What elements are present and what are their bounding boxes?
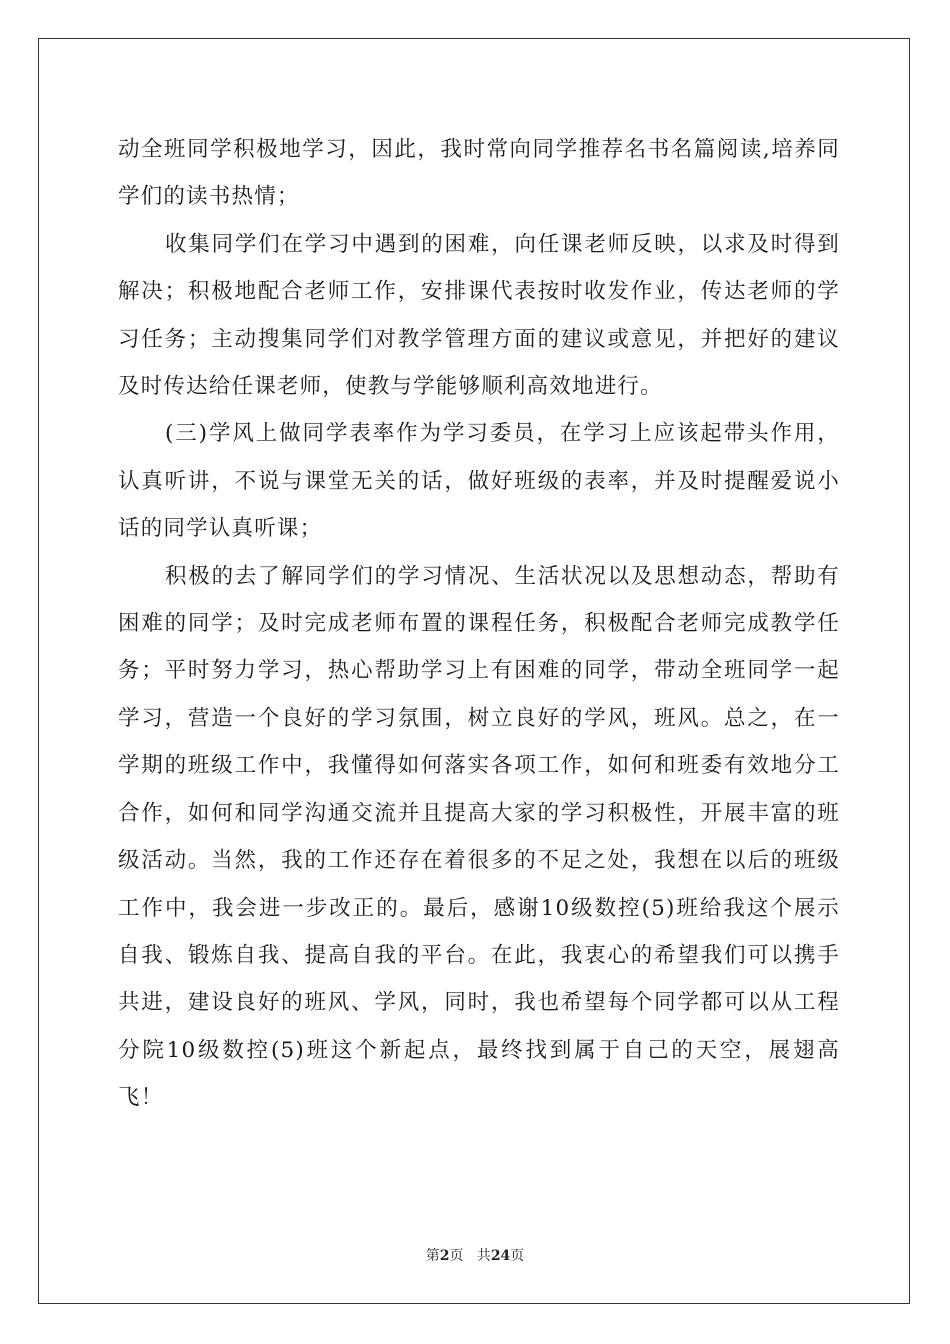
page-number-total: 24 [490, 1248, 511, 1264]
paragraph-4: 积极的去了解同学们的学习情况、生活状况以及思想动态，帮助有困难的同学；及时完成老师布置的课程任务，积极配合老师完成教学任务；平时努力学习，热心帮助学习上有困难的同学，带动全班同学一起学习，营造一个良好的学习氛围，树立良好的学风，班风。总之，在一学期的班级工作中，我懂得如何落实各项工作，如何和班委有效地分工合作，如何和同学沟通交流并且提高大家的学习积极性，开展丰富的班级活动。当然，我的工作还存在着很多的不足之处，我想在以后的班级工作中，我会进一步改正的。最后，感谢10级数控(5)班给我这个展示自我、锻炼自我、提高自我的平台。在此，我衷心的希望我们可以携手共进，建设良好的班风、学风，同时，我也希望每个同学都可以从工程分院10级数控(5)班这个新起点，最终找到属于自己的天空，展翅高飞！ [118, 563, 840, 1111]
page-label-suffix: 页 [449, 1248, 464, 1264]
document-body [118, 126, 840, 1122]
paragraph-1: 动全班同学积极地学习，因此，我时常向同学推荐名书名篇阅读,培养同学们的读书热情； [118, 137, 840, 210]
total-label-prefix: 共 [476, 1248, 491, 1264]
page-number-current: 2 [439, 1248, 450, 1264]
total-label-suffix: 页 [510, 1248, 525, 1264]
page-footer [0, 1246, 950, 1266]
page-label-prefix: 第 [425, 1248, 440, 1264]
paragraph-3: (三)学风上做同学表率作为学习委员，在学习上应该起带头作用，认真听讲，不说与课堂无关的话，做好班级的表率，并及时提醒爱说小话的同学认真听课； [118, 421, 840, 542]
paragraph-2: 收集同学们在学习中遇到的困难，向任课老师反映，以求及时得到解决；积极地配合老师工作，安排课代表按时收发作业，传达老师的学习任务；主动搜集同学们对教学管理方面的建议或意见，并把好的建议及时传达给任课老师，使教与学能够顺利高效地进行。 [118, 231, 840, 400]
